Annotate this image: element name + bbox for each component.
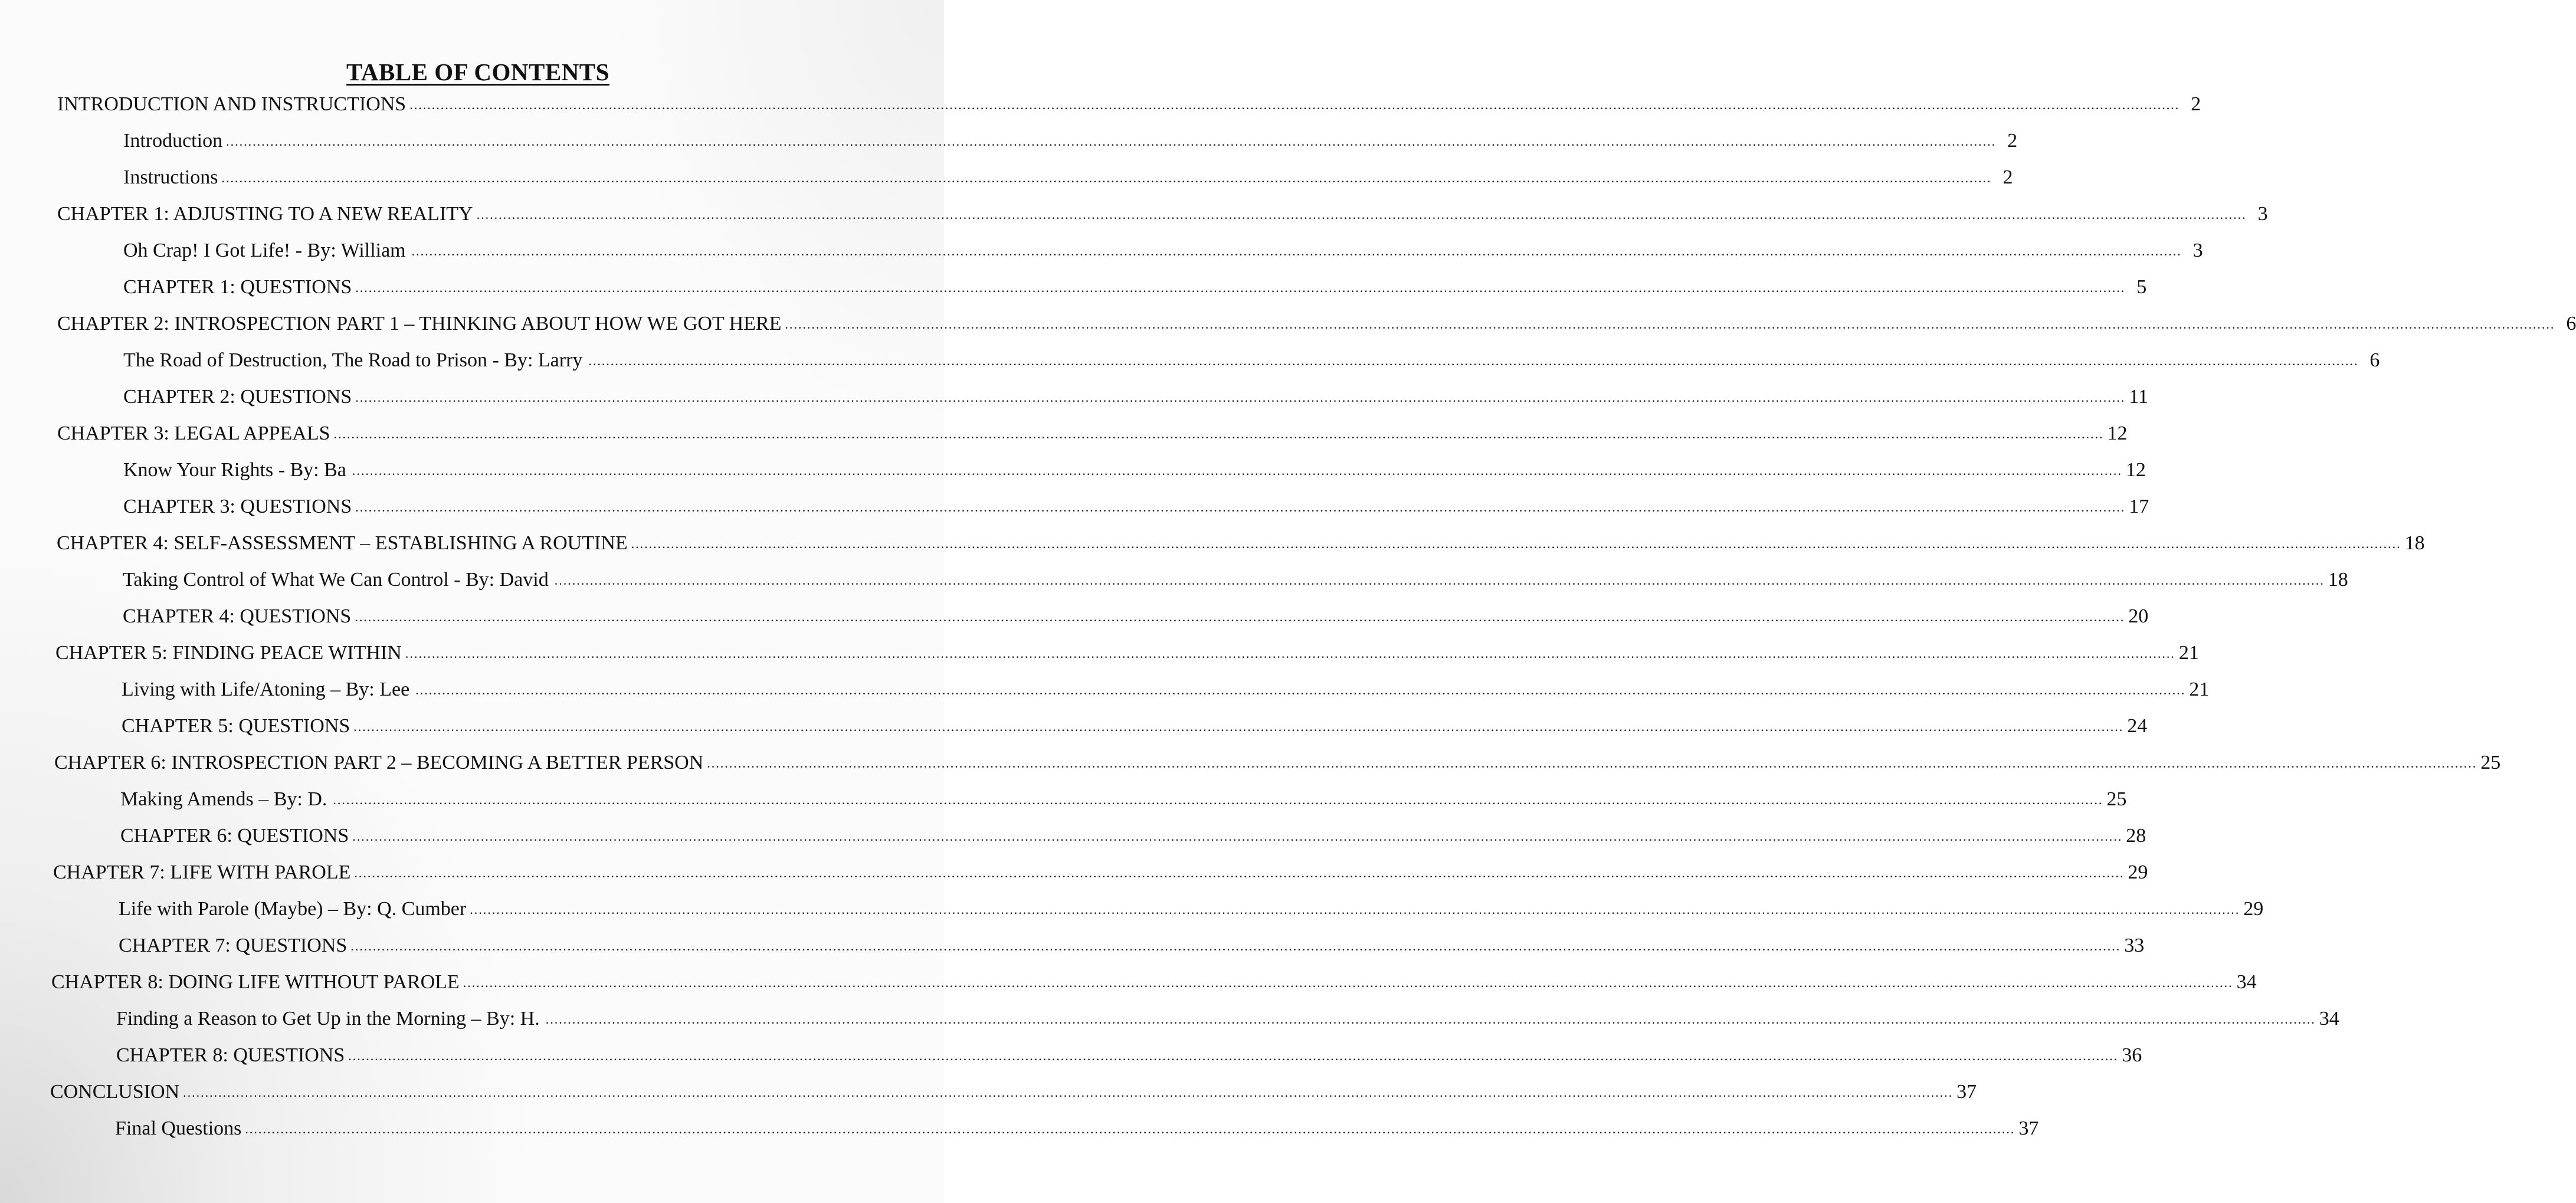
toc-page-number: 37 <box>1956 1081 1977 1103</box>
dot-leader: ................................................................................................................................................................................................................................................................................................................................................................................................................ <box>785 317 2555 332</box>
dot-leader: ................................................................................................................................................................................................................................................................................................................................................................................................................ <box>415 683 2186 697</box>
toc-entry-label: Oh Crap! I Got Life! - By: William <box>123 240 406 261</box>
dot-leader: ................................................................................................................................................................................................................................................................................................................................................................................................................ <box>354 866 2125 880</box>
toc-entry-label: CHAPTER 4: QUESTIONS <box>123 605 352 627</box>
toc-page-number: 21 <box>2178 642 2199 664</box>
toc-page-number: 37 <box>2018 1117 2039 1139</box>
toc-page-number: 6 <box>2566 313 2576 335</box>
toc-entry-label: CHAPTER 7: QUESTIONS <box>119 935 348 956</box>
toc-entry-label: Introduction <box>123 130 223 152</box>
toc-page-number: 12 <box>2125 459 2146 481</box>
toc-entry-label: The Road of Destruction, The Road to Prison - By: Larry <box>123 349 583 371</box>
dot-leader: ................................................................................................................................................................................................................................................................................................................................................................................................................ <box>353 719 2124 734</box>
toc-subentry <box>123 459 2146 485</box>
toc-page-number: 5 <box>2136 276 2147 298</box>
dot-leader: ................................................................................................................................................................................................................................................................................................................................................................................................................ <box>405 646 2175 661</box>
toc-entry-label: CHAPTER 3: QUESTIONS <box>123 496 352 517</box>
toc-entry <box>57 422 2128 448</box>
toc-subentry <box>122 678 2210 704</box>
toc-entry-label: CHAPTER 6: QUESTIONS <box>120 825 349 847</box>
toc-subentry <box>123 130 2018 156</box>
toc-subentry <box>123 166 2013 192</box>
toc-subentry <box>123 605 2149 631</box>
dot-leader: ................................................................................................................................................................................................................................................................................................................................................................................................................ <box>588 353 2359 368</box>
dot-leader: ................................................................................................................................................................................................................................................................................................................................................................................................................ <box>355 500 2126 514</box>
dot-leader: ................................................................................................................................................................................................................................................................................................................................................................................................................ <box>470 902 2240 917</box>
toc-entry-label: CHAPTER 2: INTROSPECTION PART 1 – THINKING ABOUT HOW WE GOT HERE <box>57 313 782 335</box>
toc-page-number: 2 <box>2191 93 2201 115</box>
toc-subentry <box>123 496 2149 522</box>
toc-entry-label: CHAPTER 8: DOING LIFE WITHOUT PAROLE <box>51 971 460 993</box>
toc-entry <box>57 203 2268 229</box>
toc-page-number: 36 <box>2122 1044 2142 1066</box>
toc-entry-label: INTRODUCTION AND INSTRUCTIONS <box>57 93 407 115</box>
toc-page-number: 2 <box>2007 130 2018 152</box>
toc-subentry <box>119 898 2264 924</box>
toc-page-number: 24 <box>2127 715 2148 737</box>
dot-leader: ................................................................................................................................................................................................................................................................................................................................................................................................................ <box>411 244 2182 258</box>
toc-entry-label: CHAPTER 2: QUESTIONS <box>123 386 352 408</box>
toc-entry <box>57 313 2576 339</box>
toc-entry-label: CONCLUSION <box>50 1081 180 1103</box>
toc-page-number: 12 <box>2107 422 2128 444</box>
dot-leader: ................................................................................................................................................................................................................................................................................................................................................................................................................ <box>333 427 2104 441</box>
dot-leader: ................................................................................................................................................................................................................................................................................................................................................................................................................ <box>352 829 2123 844</box>
dot-leader: ................................................................................................................................................................................................................................................................................................................................................................................................................ <box>221 171 1992 185</box>
toc-page-number: 18 <box>2404 532 2425 554</box>
toc-page-number: 33 <box>2124 935 2145 956</box>
dot-leader: ................................................................................................................................................................................................................................................................................................................................................................................................................ <box>352 463 2122 478</box>
dot-leader: ................................................................................................................................................................................................................................................................................................................................................................................................................ <box>476 207 2247 222</box>
toc-entry-label: Taking Control of What We Can Control - By: David <box>123 569 549 591</box>
toc-entry-label: CHAPTER 5: FINDING PEACE WITHIN <box>55 642 402 664</box>
dot-leader: ................................................................................................................................................................................................................................................................................................................................................................................................................ <box>463 975 2233 990</box>
toc-entry <box>51 971 2257 997</box>
dot-leader: ................................................................................................................................................................................................................................................................................................................................................................................................................ <box>348 1048 2119 1063</box>
toc-entry-label: Living with Life/Atoning – By: Lee <box>122 678 410 700</box>
dot-leader: ................................................................................................................................................................................................................................................................................................................................................................................................................ <box>245 1122 2015 1136</box>
toc-entry-label: Making Amends – By: D. <box>120 788 327 810</box>
toc-subentry <box>119 935 2145 961</box>
toc-entry <box>55 642 2199 668</box>
toc-page-number: 34 <box>2236 971 2257 993</box>
dot-leader: ................................................................................................................................................................................................................................................................................................................................................................................................................ <box>355 609 2125 624</box>
dot-leader: ................................................................................................................................................................................................................................................................................................................................................................................................................ <box>554 573 2325 588</box>
dot-leader: ................................................................................................................................................................................................................................................................................................................................................................................................................ <box>409 97 2180 112</box>
toc-entry-label: CHAPTER 1: ADJUSTING TO A NEW REALITY <box>57 203 473 225</box>
toc-entry <box>57 93 2201 119</box>
dot-leader: ................................................................................................................................................................................................................................................................................................................................................................................................................ <box>545 1012 2316 1027</box>
dot-leader: ................................................................................................................................................................................................................................................................................................................................................................................................................ <box>355 280 2126 295</box>
toc-page-number: 2 <box>2003 166 2013 188</box>
toc-subentry <box>116 1044 2142 1070</box>
toc-page-number: 6 <box>2369 349 2380 371</box>
toc-title: TABLE OF CONTENTS <box>346 58 609 86</box>
toc-page-number: 20 <box>2128 605 2149 627</box>
toc-entry-label: Final Questions <box>115 1117 242 1139</box>
toc-subentry <box>123 349 2380 375</box>
toc-page-number: 21 <box>2189 678 2210 700</box>
toc-subentry <box>122 715 2148 741</box>
toc-entry <box>50 1081 1977 1107</box>
toc-entry-label: CHAPTER 1: QUESTIONS <box>123 276 352 298</box>
dot-leader: ................................................................................................................................................................................................................................................................................................................................................................................................................ <box>355 390 2126 405</box>
toc-entry-label: CHAPTER 3: LEGAL APPEALS <box>57 422 330 444</box>
toc-page-number: 3 <box>2192 240 2203 261</box>
toc-entry-label: Finding a Reason to Get Up in the Morning – By: H. <box>116 1008 540 1030</box>
toc-subentry <box>115 1117 2039 1143</box>
toc-entry-label: Life with Parole (Maybe) – By: Q. Cumber <box>119 898 467 920</box>
toc-page-number: 11 <box>2129 386 2148 408</box>
toc-subentry <box>120 825 2146 851</box>
toc-page-number: 25 <box>2106 788 2127 810</box>
toc-entry-label: CHAPTER 7: LIFE WITH PAROLE <box>53 861 351 883</box>
toc-page-number: 18 <box>2328 569 2348 591</box>
toc-page-number: 34 <box>2319 1008 2339 1030</box>
toc-entry-label: CHAPTER 8: QUESTIONS <box>116 1044 345 1066</box>
dot-leader: ................................................................................................................................................................................................................................................................................................................................................................................................................ <box>350 939 2121 953</box>
toc-page-number: 29 <box>2128 861 2148 883</box>
toc-page-number: 28 <box>2126 825 2146 847</box>
toc-entry <box>57 532 2425 558</box>
toc-subentry <box>123 240 2203 265</box>
toc-subentry <box>123 569 2348 595</box>
toc-page-number: 3 <box>2257 203 2268 225</box>
toc-subentry <box>123 386 2148 412</box>
toc-page-number: 25 <box>2480 752 2501 773</box>
dot-leader: ................................................................................................................................................................................................................................................................................................................................................................................................................ <box>707 756 2477 771</box>
dot-leader: ................................................................................................................................................................................................................................................................................................................................................................................................................ <box>226 134 1997 149</box>
toc-subentry <box>120 788 2127 814</box>
toc-entry <box>53 861 2148 887</box>
dot-leader: ................................................................................................................................................................................................................................................................................................................................................................................................................ <box>333 792 2103 807</box>
dot-leader: ................................................................................................................................................................................................................................................................................................................................................................................................................ <box>631 536 2401 551</box>
toc-entry-label: CHAPTER 5: QUESTIONS <box>122 715 350 737</box>
toc-entry-label: Know Your Rights - By: Ba <box>123 459 346 481</box>
toc-entry-label: CHAPTER 6: INTROSPECTION PART 2 – BECOMING A BETTER PERSON <box>54 752 704 773</box>
toc-page-number: 29 <box>2243 898 2264 920</box>
toc-entry-label: CHAPTER 4: SELF-ASSESSMENT – ESTABLISHING A ROUTINE <box>57 532 628 554</box>
toc-subentry <box>116 1008 2339 1034</box>
toc-page-number: 17 <box>2129 496 2149 517</box>
dot-leader: ................................................................................................................................................................................................................................................................................................................................................................................................................ <box>183 1085 1954 1100</box>
toc-entry <box>54 752 2501 778</box>
toc-entry-label: Instructions <box>123 166 218 188</box>
toc-subentry <box>123 276 2147 302</box>
